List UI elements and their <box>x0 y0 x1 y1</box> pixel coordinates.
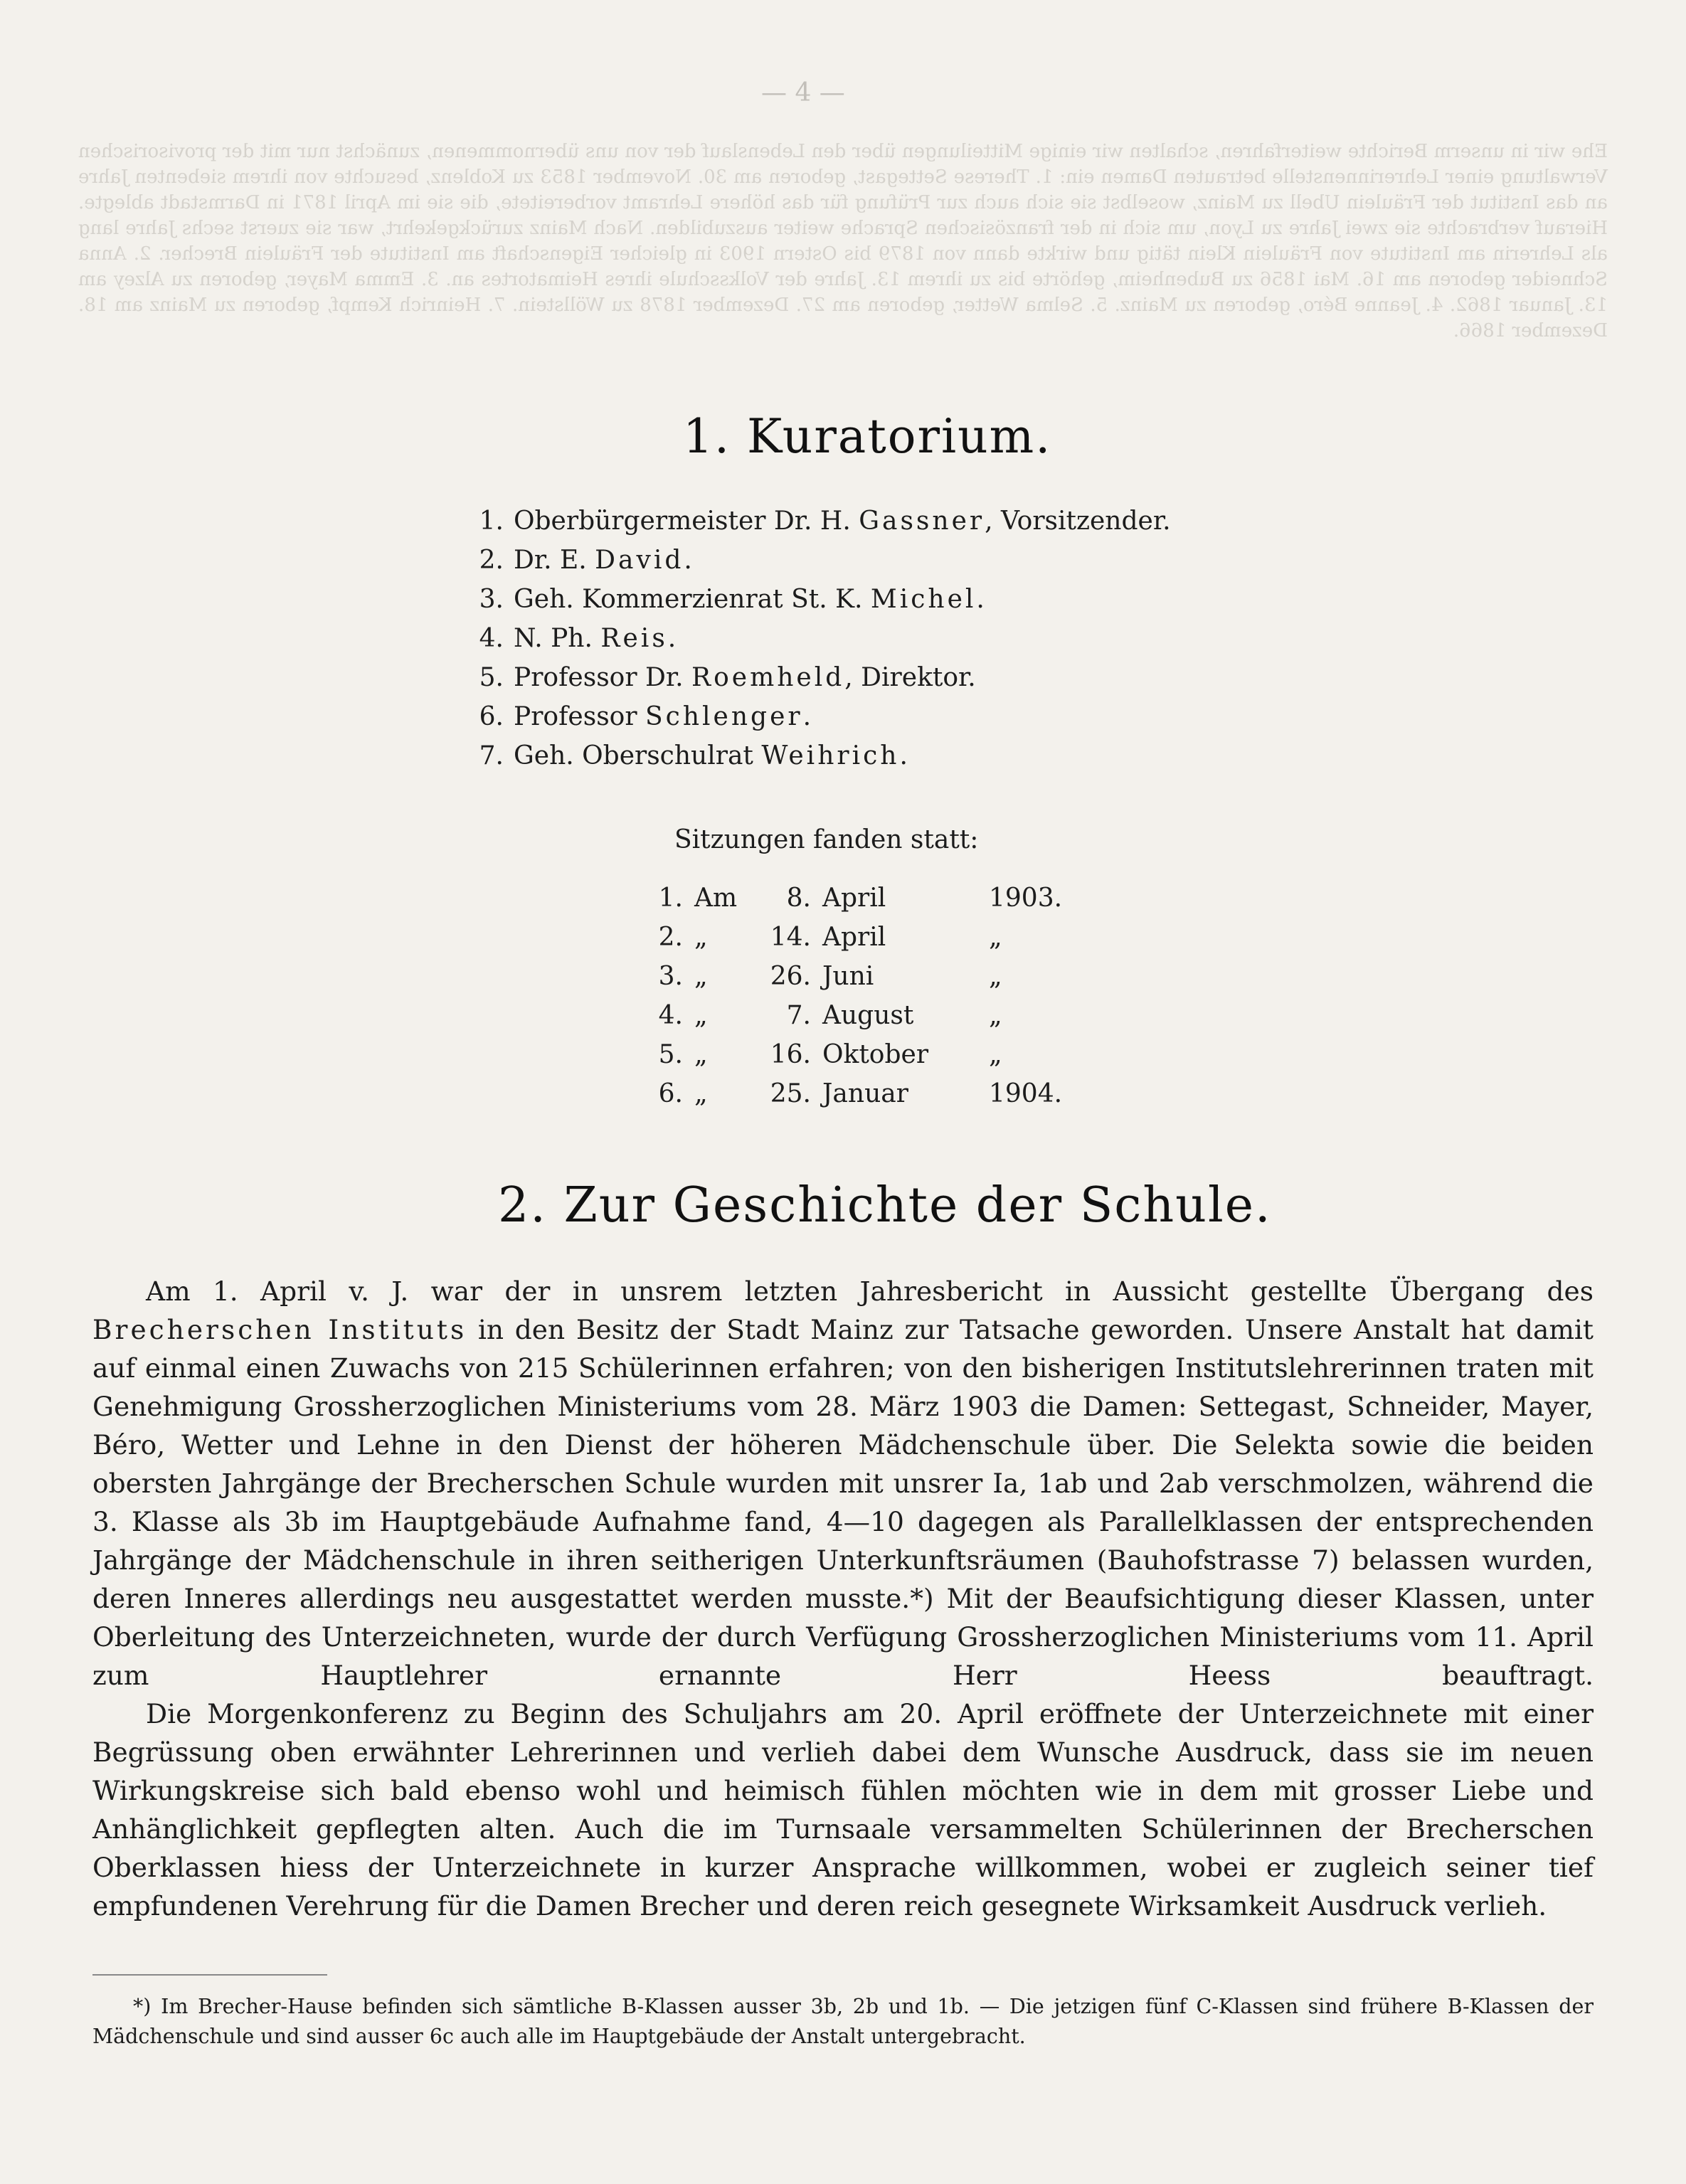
meeting-day: 7. <box>786 1001 811 1030</box>
board-member-name: Gassner <box>859 507 985 536</box>
board-member-role: . <box>684 546 692 575</box>
meeting-prefix: „ <box>694 1001 708 1030</box>
board-member-number: 4. <box>479 624 504 653</box>
board-member-item <box>455 697 1309 736</box>
board-member-title: N. Ph. <box>514 624 601 653</box>
board-member-title: Geh. Kommerzienrat St. K. <box>514 585 871 614</box>
meeting-number: 2. <box>658 923 683 952</box>
board-member-name: Roemheld <box>691 663 845 692</box>
meeting-year: 1904. <box>989 1079 1063 1108</box>
meeting-day: 26. <box>770 962 811 991</box>
board-member-name: Reis <box>600 624 668 653</box>
meeting-month: April <box>822 884 886 913</box>
meeting-year: „ <box>989 962 1002 991</box>
board-member-name: Weihrich <box>761 741 900 770</box>
meeting-month: August <box>822 1001 914 1030</box>
meeting-prefix: „ <box>694 1079 708 1108</box>
board-member-name: Michel <box>870 585 977 614</box>
board-member-number: 1. <box>479 507 504 536</box>
bleed-through-text: Ehe wir in unserm Berichte weiterfahren, schalten wir einige Mitteilungen über den Lebenslauf der von uns übernommenen, zunächst nur mit der provisorischen Verwaltung einer Lehrerinnenstelle betrauten Damen ein: 1. Therese Settegast, geboren am 30. November 1853 zu Koblenz, besuchte von ihrem siebenten Jahre an das Institut der Fräulein Ubell zu Mainz, woselbst sie sich auch zur Prüfung für das höhere Lehramt vorbereitete, die sie im April 1871 in Darmstadt ablegte. Hierauf verbrachte sie zwei Jahre zu Lyon, um sich in der französischen Sprache weiter auszubilden. Nach Mainz zurückgekehrt, war sie zuerst sechs Jahre lang als Lehrerin am Institute von Fräulein Klein tätig und wirkte dann von 1879 bis Ostern 1903 in gleicher Eigenschaft am Institute der Fräulein Brecher. 2. Anna Schneider geboren am 16. Mai 1856 zu Bubenheim, gehörte bis zu ihrem 13. Jahre der Volksschule ihres Heimatortes an. 3. Emma Mayer, geboren zu Alzey am 13. Januar 1862. 4. Jeanne Béro, geboren zu Mainz. 5. Selma Wetter, geboren am 27. Dezember 1878 zu Wöllstein. 7. Heinrich Kempf, geboren zu Mainz am 18. Dezember 1866. <box>78 141 1608 341</box>
meetings-title: Sitzungen fanden statt: <box>674 825 979 854</box>
meeting-number: 6. <box>658 1079 683 1108</box>
meeting-prefix: „ <box>694 923 708 952</box>
meeting-day: 25. <box>770 1079 811 1108</box>
history-paragraph-1 <box>92 1272 1594 1695</box>
meeting-number: 4. <box>658 1001 683 1030</box>
paragraph-1-start: Am 1. April v. J. war der in unsrem letzten Jahresbericht in Aussicht gestellte Übergang des <box>146 1276 1594 1307</box>
history-paragraph-2 <box>92 1695 1594 1925</box>
board-member-role: . <box>802 702 812 731</box>
kuratorium-heading: 1. Kuratorium. <box>683 409 1052 464</box>
board-member-role: . <box>976 585 985 614</box>
footnote-text: *) Im Brecher-Hause befinden sich sämtliche B-Klassen ausser 3b, 2b und 1b. — Die jetzigen fünf C-Klassen sind frühere B-Klassen der Mädchenschule und sind ausser 6c auch alle im Hauptgebäude der Anstalt untergebracht. <box>92 1995 1594 2048</box>
meeting-number: 5. <box>658 1040 683 1069</box>
geschichte-heading: 2. Zur Geschichte der Schule. <box>498 1177 1272 1234</box>
board-member-item <box>455 619 1309 658</box>
meeting-prefix: „ <box>694 1040 708 1069</box>
board-member-name: Schlenger <box>645 702 803 731</box>
meeting-month: April <box>822 923 886 952</box>
board-member-title: Professor <box>514 702 646 731</box>
board-member-item <box>455 736 1309 775</box>
meeting-number: 1. <box>658 884 683 913</box>
board-member-item <box>455 580 1309 619</box>
board-member-number: 2. <box>479 546 504 575</box>
board-member-number: 6. <box>479 702 504 731</box>
board-member-role: . <box>899 741 908 770</box>
meeting-month: Juni <box>822 962 874 991</box>
meeting-day: 16. <box>770 1040 811 1069</box>
meeting-prefix: „ <box>694 962 708 991</box>
meeting-month: Oktober <box>822 1040 929 1069</box>
board-member-title: Oberbürgermeister Dr. H. <box>514 507 859 536</box>
board-member-number: 3. <box>479 585 504 614</box>
footnote-divider <box>92 1974 327 1976</box>
page-number: — 4 — <box>761 78 845 107</box>
meeting-year: „ <box>989 1001 1002 1030</box>
board-member-role: , Vorsitzender. <box>985 507 1171 536</box>
meeting-year: „ <box>989 923 1002 952</box>
board-member-role: . <box>667 624 677 653</box>
board-member-item <box>455 502 1309 541</box>
meeting-month: Januar <box>822 1079 908 1108</box>
board-member-title: Professor Dr. <box>514 663 692 692</box>
meeting-year: 1903. <box>989 884 1063 913</box>
board-member-list <box>455 502 1309 775</box>
board-member-title: Geh. Oberschulrat <box>514 741 762 770</box>
paragraph-1-rest: in den Besitz der Stadt Mainz zur Tatsache geworden. Unsere Anstalt hat damit auf einmal einen Zuwachs von 215 Schülerinnen erfahren; von den bisherigen Institutslehrerinnen traten mit Genehmigung Grossherzoglichen Ministeriums vom 28. März 1903 die Damen: Settegast, Schneider, Mayer, Béro, Wetter und Lehne in den Dienst der höheren Mädchenschule über. Die Selekta sowie die beiden obersten Jahrgänge der Brecherschen Schule wurden mit unsrer Ia, 1ab und 2ab verschmolzen, während die 3. Klasse als 3b im Hauptgebäude Aufnahme fand, 4—10 dagegen als Parallelklassen der entsprechenden Jahrgänge der Mädchenschule in ihren seitherigen Unterkunftsräumen (Bauhofstrasse 7) belassen wurden, deren Inneres allerdings neu ausgestattet werden musste.*) Mit der Beaufsichtigung dieser Klassen, unter Oberleitung des Unterzeichneten, wurde der durch Verfügung Grossherzoglichen Ministeriums vom 11. April zum Hauptlehrer ernannte Herr Heess beauftragt. <box>92 1314 1594 1691</box>
meeting-day: 14. <box>770 923 811 952</box>
board-member-number: 5. <box>479 663 504 692</box>
board-member-role: , Direktor. <box>844 663 976 692</box>
board-member-name: David <box>595 546 684 575</box>
board-member-item <box>455 658 1309 697</box>
paragraph-2-text: Die Morgenkonferenz zu Beginn des Schuljahrs am 20. April eröffnete der Unterzeichnete mit einer Begrüssung oben erwähnter Lehrerinnen und verlieh dabei dem Wunsche Ausdruck, dass sie im neuen Wirkungskreise sich bald ebenso wohl und heimisch fühlen möchten wie in dem mit grosser Liebe und Anhänglichkeit gepflegten alten. Auch die im Turnsaale versammelten Schülerinnen der Brecherschen Oberklassen hiess der Unterzeichnete in kurzer Ansprache willkommen, wobei er zugleich seiner tief empfundenen Verehrung für die Damen Brecher und deren reich gesegnete Wirksamkeit Ausdruck verlieh. <box>92 1698 1594 1921</box>
meeting-day: 8. <box>786 884 811 913</box>
board-member-number: 7. <box>479 741 504 770</box>
footnote <box>92 1992 1594 2052</box>
meeting-year: „ <box>989 1040 1002 1069</box>
meeting-number: 3. <box>658 962 683 991</box>
board-member-item <box>455 541 1309 580</box>
meeting-prefix: Am <box>694 884 738 913</box>
board-member-title: Dr. E. <box>514 546 595 575</box>
brecher-institute-name: Brecherschen Instituts <box>92 1314 467 1345</box>
